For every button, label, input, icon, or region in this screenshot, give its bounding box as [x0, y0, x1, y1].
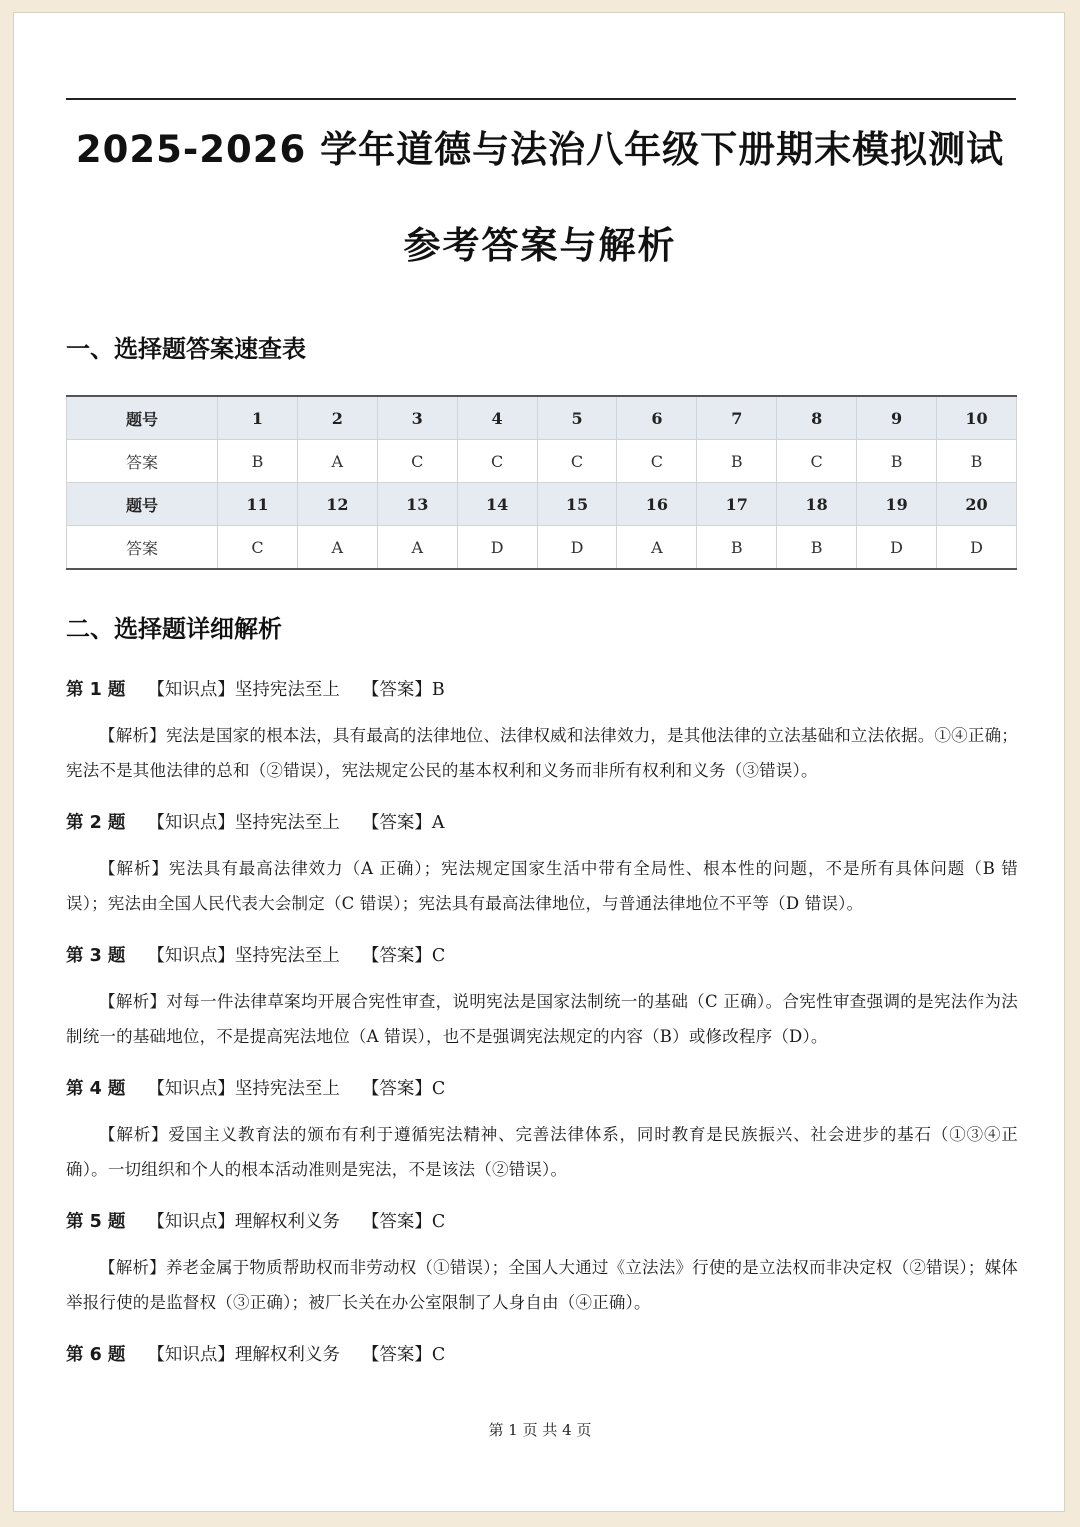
table-cell: 3 [377, 396, 457, 440]
table-cell: B [937, 440, 1017, 483]
table-cell: 2 [297, 396, 377, 440]
question-number: 第 1 题 [66, 680, 126, 700]
table-row [67, 526, 1017, 570]
knowledge-point: 【知识点】坚持宪法至上 [147, 946, 340, 966]
table-cell: C [617, 440, 697, 483]
row-label: 题号 [67, 483, 218, 526]
table-cell: 17 [697, 483, 777, 526]
question-number: 第 4 题 [66, 1079, 126, 1099]
table-cell: 4 [457, 396, 537, 440]
table-cell: 5 [537, 396, 617, 440]
table-cell: D [457, 526, 537, 570]
table-cell: 12 [297, 483, 377, 526]
question-block [66, 942, 1018, 1054]
table-cell: 6 [617, 396, 697, 440]
question-header [66, 942, 1018, 970]
table-row [67, 396, 1017, 440]
top-rule [66, 98, 1016, 100]
table-cell: 20 [937, 483, 1017, 526]
question-analysis: 【解析】宪法具有最高法律效力（A 正确）；宪法规定国家生活中带有全局性、根本性的问题，不是所有具体问题（B 错误）；宪法由全国人民代表大会制定（C 错误）；宪法具有最高法律地位，与普通法律地位不平等（D 错误）。 [66, 859, 1018, 913]
table-cell: 18 [777, 483, 857, 526]
row-label: 题号 [67, 396, 218, 440]
question-answer: 【答案】C [361, 1212, 446, 1232]
knowledge-point: 【知识点】坚持宪法至上 [147, 813, 340, 833]
question-number: 第 3 题 [66, 946, 126, 966]
question-answer: 【答案】B [361, 680, 445, 700]
table-cell: 8 [777, 396, 857, 440]
table-cell: D [537, 526, 617, 570]
question-header [66, 1208, 1018, 1236]
table-cell: 10 [937, 396, 1017, 440]
question-number: 第 2 题 [66, 813, 126, 833]
table-cell: A [377, 526, 457, 570]
table-cell: A [297, 526, 377, 570]
table-cell: C [537, 440, 617, 483]
document-subtitle: 参考答案与解析 [403, 224, 677, 267]
table-cell: C [377, 440, 457, 483]
question-header [66, 1075, 1018, 1103]
table-cell: C [218, 526, 298, 570]
page-footer: 第 1 页 共 4 页 [488, 1421, 592, 1439]
question-number: 第 6 题 [66, 1345, 126, 1365]
table-row [67, 440, 1017, 483]
table-cell: A [617, 526, 697, 570]
question-header [66, 1341, 1018, 1369]
table-cell: B [697, 440, 777, 483]
table-cell: 16 [617, 483, 697, 526]
question-answer: 【答案】A [361, 813, 445, 833]
table-cell: C [777, 440, 857, 483]
table-cell: 1 [218, 396, 298, 440]
question-header [66, 676, 1018, 704]
question-block [66, 676, 1018, 788]
question-block [66, 1208, 1018, 1320]
answer-quick-table [66, 395, 1017, 570]
question-analysis: 【解析】对每一件法律草案均开展合宪性审查，说明宪法是国家法制统一的基础（C 正确）。合宪性审查强调的是宪法作为法制统一的基础地位，不是提高宪法地位（A 错误），也不是强调宪法规定的内容（B）或修改程序（D）。 [66, 992, 1018, 1046]
knowledge-point: 【知识点】理解权利义务 [147, 1212, 340, 1232]
question-number: 第 5 题 [66, 1212, 126, 1232]
question-answer: 【答案】C [361, 1345, 446, 1365]
table-cell: D [937, 526, 1017, 570]
question-analysis: 【解析】养老金属于物质帮助权而非劳动权（①错误）；全国人大通过《立法法》行使的是立法权而非决定权（②错误）；媒体举报行使的是监督权（③正确）；被厂长关在办公室限制了人身自由（④正确）。 [66, 1258, 1018, 1312]
question-answer: 【答案】C [361, 1079, 446, 1099]
question-analysis: 【解析】宪法是国家的根本法，具有最高的法律地位、法律权威和法律效力，是其他法律的立法基础和立法依据。①④正确；宪法不是其他法律的总和（②错误），宪法规定公民的基本权利和义务而非所有权利和义务（③错误）。 [66, 726, 1018, 780]
knowledge-point: 【知识点】坚持宪法至上 [147, 1079, 340, 1099]
table-cell: B [777, 526, 857, 570]
knowledge-point: 【知识点】坚持宪法至上 [147, 680, 340, 700]
document-page [13, 12, 1065, 1512]
question-block [66, 809, 1018, 921]
section-heading-detailed-analysis: 二、选择题详细解析 [66, 615, 282, 643]
table-cell: 19 [857, 483, 937, 526]
table-cell: 11 [218, 483, 298, 526]
table-cell: A [297, 440, 377, 483]
table-cell: C [457, 440, 537, 483]
question-block [66, 1341, 1018, 1369]
document-title: 2025-2026 学年道德与法治八年级下册期末模拟测试 [75, 128, 1005, 171]
table-cell: 14 [457, 483, 537, 526]
table-cell: 13 [377, 483, 457, 526]
table-cell: 9 [857, 396, 937, 440]
table-cell: 15 [537, 483, 617, 526]
table-cell: B [697, 526, 777, 570]
row-label: 答案 [67, 440, 218, 483]
table-cell: 7 [697, 396, 777, 440]
table-cell: B [857, 440, 937, 483]
row-label: 答案 [67, 526, 218, 570]
question-analysis: 【解析】爱国主义教育法的颁布有利于遵循宪法精神、完善法律体系，同时教育是民族振兴、社会进步的基石（①③④正确）。一切组织和个人的根本活动准则是宪法，不是该法（②错误）。 [66, 1125, 1018, 1179]
section-heading-quick-table: 一、选择题答案速查表 [66, 335, 306, 363]
table-row [67, 483, 1017, 526]
table-cell: D [857, 526, 937, 570]
knowledge-point: 【知识点】理解权利义务 [147, 1345, 340, 1365]
question-header [66, 809, 1018, 837]
question-block [66, 1075, 1018, 1187]
table-cell: B [218, 440, 298, 483]
question-answer: 【答案】C [361, 946, 446, 966]
